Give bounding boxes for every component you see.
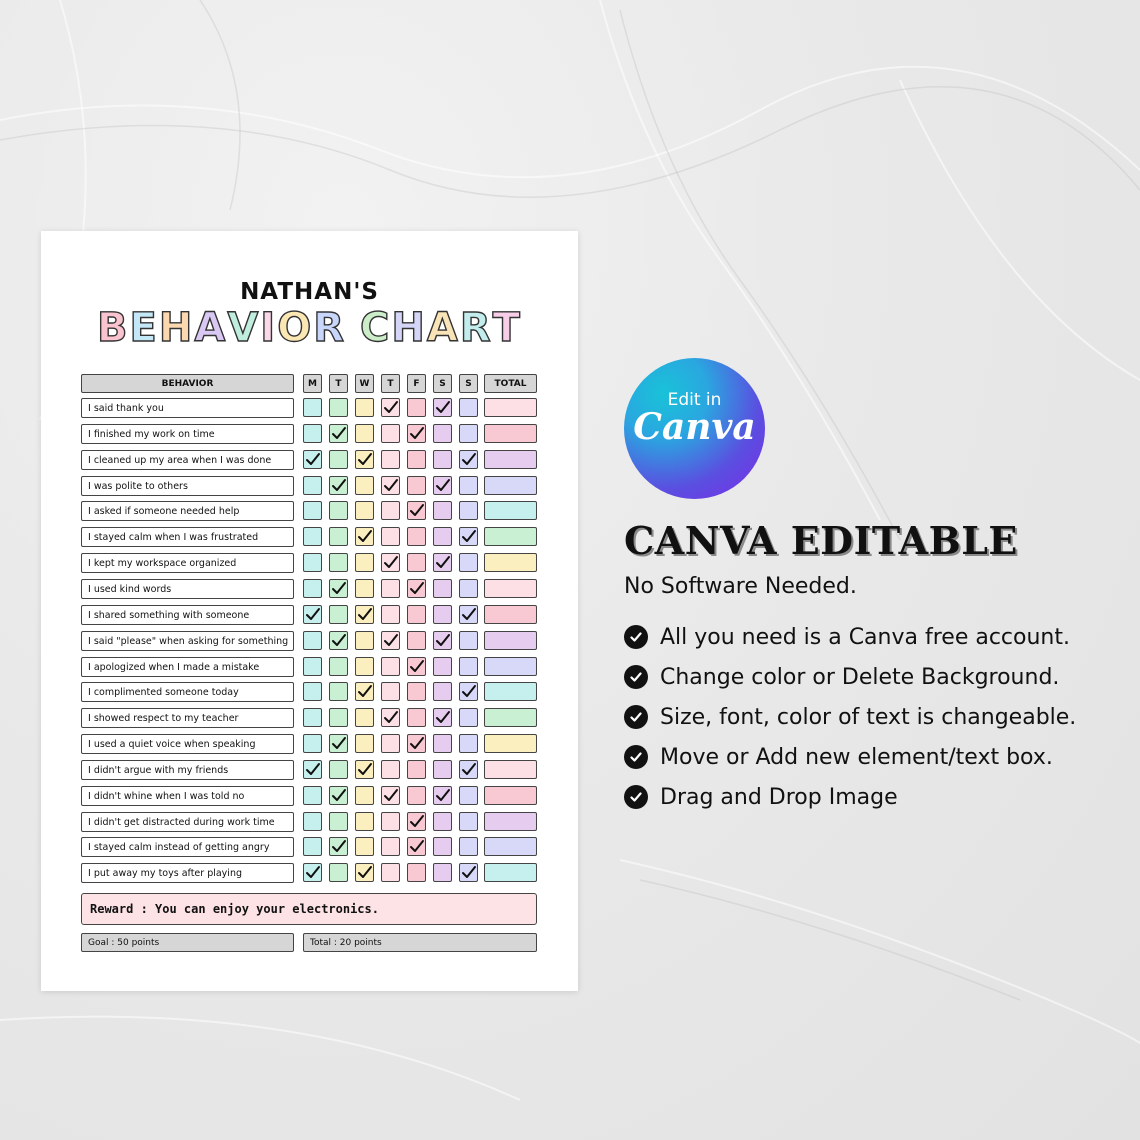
feature-text: Move or Add new element/text box. bbox=[660, 744, 1053, 770]
day-checkbox[interactable] bbox=[381, 398, 400, 417]
day-checkbox[interactable] bbox=[329, 863, 348, 882]
day-checkbox[interactable] bbox=[459, 786, 478, 805]
day-column-header: F bbox=[407, 374, 426, 393]
day-checkbox[interactable] bbox=[433, 631, 452, 650]
day-checkbox[interactable] bbox=[459, 812, 478, 831]
day-checkbox[interactable] bbox=[355, 501, 374, 520]
day-checkbox[interactable] bbox=[433, 398, 452, 417]
day-checkbox[interactable] bbox=[433, 579, 452, 598]
row-total-cell[interactable] bbox=[484, 837, 537, 856]
behavior-row-label[interactable]: I asked if someone needed help bbox=[81, 501, 294, 521]
checkmark-icon bbox=[357, 761, 373, 778]
row-total-cell[interactable] bbox=[484, 424, 537, 443]
day-checkbox[interactable] bbox=[381, 450, 400, 469]
day-checkbox[interactable] bbox=[433, 450, 452, 469]
behavior-row-label[interactable]: I used kind words bbox=[81, 579, 294, 599]
row-total-cell[interactable] bbox=[484, 786, 537, 805]
day-checkbox[interactable] bbox=[329, 476, 348, 495]
day-checkbox[interactable] bbox=[433, 786, 452, 805]
chart-title-letter: C bbox=[360, 305, 392, 351]
checkmark-icon bbox=[331, 632, 347, 649]
checkmark-icon bbox=[435, 709, 451, 726]
day-checkbox[interactable] bbox=[459, 760, 478, 779]
day-checkbox[interactable] bbox=[355, 760, 374, 779]
check-circle-icon bbox=[624, 745, 648, 769]
canva-logo-text: Canva bbox=[633, 406, 756, 448]
day-checkbox[interactable] bbox=[459, 863, 478, 882]
day-checkbox[interactable] bbox=[459, 734, 478, 753]
row-total-cell[interactable] bbox=[484, 553, 537, 572]
check-circle-icon bbox=[624, 785, 648, 809]
day-checkbox[interactable] bbox=[407, 476, 426, 495]
day-checkbox[interactable] bbox=[381, 501, 400, 520]
behavior-row-label[interactable]: I didn't argue with my friends bbox=[81, 760, 294, 780]
day-checkbox[interactable] bbox=[355, 553, 374, 572]
day-checkbox[interactable] bbox=[407, 605, 426, 624]
day-checkbox[interactable] bbox=[433, 657, 452, 676]
day-checkbox[interactable] bbox=[303, 631, 322, 650]
day-checkbox[interactable] bbox=[459, 398, 478, 417]
badge-edit-label: Edit in bbox=[667, 390, 722, 410]
day-checkbox[interactable] bbox=[329, 837, 348, 856]
behavior-chart-sheet bbox=[41, 231, 578, 991]
behavior-row-label[interactable]: I said "please" when asking for something bbox=[81, 631, 294, 651]
day-checkbox[interactable] bbox=[381, 682, 400, 701]
day-checkbox[interactable] bbox=[329, 424, 348, 443]
checkmark-icon bbox=[409, 838, 425, 855]
checkmark-icon bbox=[305, 761, 321, 778]
row-total-cell[interactable] bbox=[484, 450, 537, 469]
behavior-row-label[interactable]: I didn't get distracted during work time bbox=[81, 812, 294, 832]
day-checkbox[interactable] bbox=[303, 863, 322, 882]
day-checkbox[interactable] bbox=[303, 682, 322, 701]
behavior-row-label[interactable]: I apologized when I made a mistake bbox=[81, 657, 294, 677]
day-checkbox[interactable] bbox=[329, 605, 348, 624]
day-checkbox[interactable] bbox=[355, 527, 374, 546]
day-checkbox[interactable] bbox=[407, 553, 426, 572]
day-checkbox[interactable] bbox=[303, 734, 322, 753]
day-column-header: S bbox=[433, 374, 452, 393]
day-checkbox[interactable] bbox=[407, 450, 426, 469]
checkmark-icon bbox=[461, 761, 477, 778]
day-checkbox[interactable] bbox=[381, 579, 400, 598]
chart-title-letter: H bbox=[391, 305, 427, 351]
checkmark-icon bbox=[409, 658, 425, 675]
checkmark-icon bbox=[357, 864, 373, 881]
day-checkbox[interactable] bbox=[433, 476, 452, 495]
promo-heading: CANVA EDITABLE bbox=[624, 518, 1018, 563]
day-checkbox[interactable] bbox=[303, 450, 322, 469]
day-checkbox[interactable] bbox=[433, 734, 452, 753]
checkmark-icon bbox=[461, 528, 477, 545]
day-checkbox[interactable] bbox=[303, 812, 322, 831]
checkmark-icon bbox=[357, 683, 373, 700]
day-checkbox[interactable] bbox=[329, 398, 348, 417]
checkmark-icon bbox=[435, 477, 451, 494]
day-checkbox[interactable] bbox=[459, 501, 478, 520]
day-checkbox[interactable] bbox=[433, 682, 452, 701]
day-checkbox[interactable] bbox=[433, 863, 452, 882]
day-checkbox[interactable] bbox=[407, 424, 426, 443]
day-checkbox[interactable] bbox=[355, 605, 374, 624]
day-checkbox[interactable] bbox=[433, 760, 452, 779]
day-checkbox[interactable] bbox=[329, 631, 348, 650]
day-checkbox[interactable] bbox=[459, 657, 478, 676]
day-checkbox[interactable] bbox=[381, 760, 400, 779]
day-checkbox[interactable] bbox=[329, 682, 348, 701]
day-checkbox[interactable] bbox=[329, 579, 348, 598]
check-circle-icon bbox=[624, 705, 648, 729]
checkmark-icon bbox=[305, 451, 321, 468]
checkmark-icon bbox=[461, 683, 477, 700]
checkmark-icon bbox=[305, 606, 321, 623]
behavior-row-label[interactable]: I complimented someone today bbox=[81, 682, 294, 702]
checkmark-icon bbox=[409, 735, 425, 752]
chart-title-letter: B bbox=[97, 305, 130, 351]
checkmark-icon bbox=[461, 606, 477, 623]
row-total-cell[interactable] bbox=[484, 476, 537, 495]
day-checkbox[interactable] bbox=[381, 553, 400, 572]
chart-title-letter: R bbox=[459, 305, 493, 351]
day-column-header: T bbox=[329, 374, 348, 393]
checkmark-icon bbox=[409, 502, 425, 519]
day-checkbox[interactable] bbox=[459, 424, 478, 443]
checkmark-icon bbox=[383, 399, 399, 416]
day-checkbox[interactable] bbox=[381, 863, 400, 882]
checkmark-icon bbox=[331, 425, 347, 442]
feature-text: Drag and Drop Image bbox=[660, 784, 898, 810]
checkmark-icon bbox=[357, 451, 373, 468]
day-checkbox[interactable] bbox=[303, 527, 322, 546]
day-checkbox[interactable] bbox=[407, 786, 426, 805]
checkmark-icon bbox=[383, 632, 399, 649]
day-checkbox[interactable] bbox=[329, 527, 348, 546]
day-checkbox[interactable] bbox=[329, 501, 348, 520]
day-checkbox[interactable] bbox=[303, 657, 322, 676]
checkmark-icon bbox=[383, 477, 399, 494]
day-checkbox[interactable] bbox=[303, 553, 322, 572]
behavior-row-label[interactable]: I shared something with someone bbox=[81, 605, 294, 625]
checkmark-icon bbox=[461, 864, 477, 881]
day-checkbox[interactable] bbox=[433, 527, 452, 546]
day-checkbox[interactable] bbox=[407, 837, 426, 856]
day-checkbox[interactable] bbox=[355, 579, 374, 598]
day-checkbox[interactable] bbox=[329, 786, 348, 805]
day-checkbox[interactable] bbox=[381, 708, 400, 727]
day-checkbox[interactable] bbox=[433, 605, 452, 624]
day-column-header: T bbox=[381, 374, 400, 393]
behavior-row-label[interactable]: I said thank you bbox=[81, 398, 294, 418]
row-total-cell[interactable] bbox=[484, 734, 537, 753]
behavior-row-label[interactable]: I showed respect to my teacher bbox=[81, 708, 294, 728]
chart-title-letter: A bbox=[426, 305, 460, 351]
day-checkbox[interactable] bbox=[303, 786, 322, 805]
checkmark-icon bbox=[461, 451, 477, 468]
day-checkbox[interactable] bbox=[355, 398, 374, 417]
behavior-row-label[interactable]: I stayed calm when I was frustrated bbox=[81, 527, 294, 547]
day-checkbox[interactable] bbox=[303, 760, 322, 779]
day-checkbox[interactable] bbox=[329, 734, 348, 753]
day-checkbox[interactable] bbox=[329, 657, 348, 676]
checkmark-icon bbox=[435, 787, 451, 804]
checkmark-icon bbox=[331, 787, 347, 804]
day-checkbox[interactable] bbox=[329, 760, 348, 779]
day-checkbox[interactable] bbox=[303, 398, 322, 417]
row-total-cell[interactable] bbox=[484, 398, 537, 417]
day-checkbox[interactable] bbox=[303, 708, 322, 727]
day-checkbox[interactable] bbox=[303, 424, 322, 443]
day-checkbox[interactable] bbox=[459, 708, 478, 727]
day-checkbox[interactable] bbox=[433, 553, 452, 572]
day-checkbox[interactable] bbox=[355, 657, 374, 676]
behavior-row-label[interactable]: I used a quiet voice when speaking bbox=[81, 734, 294, 754]
day-checkbox[interactable] bbox=[381, 837, 400, 856]
row-total-cell[interactable] bbox=[484, 579, 537, 598]
row-total-cell[interactable] bbox=[484, 501, 537, 520]
day-checkbox[interactable] bbox=[407, 812, 426, 831]
day-checkbox[interactable] bbox=[433, 501, 452, 520]
day-checkbox[interactable] bbox=[329, 450, 348, 469]
total-column-header: TOTAL bbox=[484, 374, 537, 393]
row-total-cell[interactable] bbox=[484, 631, 537, 650]
day-checkbox[interactable] bbox=[459, 631, 478, 650]
behavior-row-label[interactable]: I kept my workspace organized bbox=[81, 553, 294, 573]
chart-title-letter: I bbox=[260, 305, 278, 351]
chart-title-letter: A bbox=[194, 305, 228, 351]
day-checkbox[interactable] bbox=[303, 579, 322, 598]
day-checkbox[interactable] bbox=[381, 812, 400, 831]
day-checkbox[interactable] bbox=[407, 631, 426, 650]
row-total-cell[interactable] bbox=[484, 605, 537, 624]
chart-title-letter: R bbox=[313, 305, 347, 351]
checkmark-icon bbox=[409, 580, 425, 597]
check-circle-icon bbox=[624, 625, 648, 649]
checkmark-icon bbox=[331, 580, 347, 597]
day-checkbox[interactable] bbox=[459, 450, 478, 469]
row-total-cell[interactable] bbox=[484, 708, 537, 727]
chart-title-letter: O bbox=[277, 305, 314, 351]
day-checkbox[interactable] bbox=[459, 579, 478, 598]
day-checkbox[interactable] bbox=[381, 476, 400, 495]
checkmark-icon bbox=[435, 554, 451, 571]
checkmark-icon bbox=[383, 554, 399, 571]
day-checkbox[interactable] bbox=[355, 863, 374, 882]
day-checkbox[interactable] bbox=[407, 708, 426, 727]
day-checkbox[interactable] bbox=[459, 527, 478, 546]
chart-title-letter: E bbox=[129, 305, 159, 351]
day-checkbox[interactable] bbox=[433, 424, 452, 443]
feature-item bbox=[624, 662, 1059, 692]
day-checkbox[interactable] bbox=[459, 682, 478, 701]
day-checkbox[interactable] bbox=[459, 476, 478, 495]
feature-text: Change color or Delete Background. bbox=[660, 664, 1060, 690]
day-checkbox[interactable] bbox=[407, 760, 426, 779]
feature-item bbox=[624, 782, 898, 812]
promo-subheading: No Software Needed. bbox=[624, 574, 857, 599]
checkmark-icon bbox=[331, 735, 347, 752]
day-checkbox[interactable] bbox=[407, 734, 426, 753]
day-checkbox[interactable] bbox=[355, 837, 374, 856]
feature-item bbox=[624, 702, 1076, 732]
row-total-cell[interactable] bbox=[484, 657, 537, 676]
checkmark-icon bbox=[383, 787, 399, 804]
day-checkbox[interactable] bbox=[355, 631, 374, 650]
chart-owner-name: NATHAN'S bbox=[240, 279, 379, 305]
behavior-row-label[interactable]: I cleaned up my area when I was done bbox=[81, 450, 294, 470]
checkmark-icon bbox=[435, 399, 451, 416]
feature-item bbox=[624, 622, 1070, 652]
behavior-row-label[interactable]: I finished my work on time bbox=[81, 424, 294, 444]
day-checkbox[interactable] bbox=[407, 863, 426, 882]
day-checkbox[interactable] bbox=[407, 579, 426, 598]
behavior-row-label[interactable]: I didn't whine when I was told no bbox=[81, 786, 294, 806]
row-total-cell[interactable] bbox=[484, 527, 537, 546]
day-checkbox[interactable] bbox=[407, 501, 426, 520]
row-total-cell[interactable] bbox=[484, 812, 537, 831]
chart-title bbox=[41, 305, 578, 351]
day-checkbox[interactable] bbox=[381, 657, 400, 676]
behavior-row-label[interactable]: I stayed calm instead of getting angry bbox=[81, 837, 294, 857]
checkmark-icon bbox=[357, 528, 373, 545]
checkmark-icon bbox=[357, 606, 373, 623]
behavior-row-label[interactable]: I put away my toys after playing bbox=[81, 863, 294, 883]
day-checkbox[interactable] bbox=[433, 708, 452, 727]
day-checkbox[interactable] bbox=[433, 812, 452, 831]
day-checkbox[interactable] bbox=[355, 450, 374, 469]
day-checkbox[interactable] bbox=[381, 424, 400, 443]
day-checkbox[interactable] bbox=[459, 837, 478, 856]
checkmark-icon bbox=[409, 425, 425, 442]
behavior-column-header: BEHAVIOR bbox=[81, 374, 294, 393]
chart-title-letter: T bbox=[492, 305, 522, 351]
reward-banner: Reward : You can enjoy your electronics. bbox=[81, 893, 537, 925]
chart-title-letter: V bbox=[227, 305, 261, 351]
day-checkbox[interactable] bbox=[303, 476, 322, 495]
day-checkbox[interactable] bbox=[355, 424, 374, 443]
checkmark-icon bbox=[383, 709, 399, 726]
checkmark-icon bbox=[331, 838, 347, 855]
edit-in-canva-badge[interactable] bbox=[624, 358, 765, 499]
behavior-row-label[interactable]: I was polite to others bbox=[81, 476, 294, 496]
day-checkbox[interactable] bbox=[355, 682, 374, 701]
day-checkbox[interactable] bbox=[303, 837, 322, 856]
checkmark-icon bbox=[305, 864, 321, 881]
checkmark-icon bbox=[331, 477, 347, 494]
day-checkbox[interactable] bbox=[407, 398, 426, 417]
total-points-box: Total : 20 points bbox=[303, 933, 537, 952]
feature-text: All you need is a Canva free account. bbox=[660, 624, 1070, 650]
checkmark-icon bbox=[435, 632, 451, 649]
day-checkbox[interactable] bbox=[459, 553, 478, 572]
day-column-header: M bbox=[303, 374, 322, 393]
day-column-header: W bbox=[355, 374, 374, 393]
day-checkbox[interactable] bbox=[303, 501, 322, 520]
day-checkbox[interactable] bbox=[355, 812, 374, 831]
day-checkbox[interactable] bbox=[355, 786, 374, 805]
row-total-cell[interactable] bbox=[484, 863, 537, 882]
day-checkbox[interactable] bbox=[407, 682, 426, 701]
day-checkbox[interactable] bbox=[381, 527, 400, 546]
row-total-cell[interactable] bbox=[484, 760, 537, 779]
day-checkbox[interactable] bbox=[459, 605, 478, 624]
checkmark-icon bbox=[409, 813, 425, 830]
chart-title-letter: H bbox=[158, 305, 195, 351]
feature-text: Size, font, color of text is changeable. bbox=[660, 704, 1077, 730]
day-checkbox[interactable] bbox=[407, 657, 426, 676]
day-checkbox[interactable] bbox=[355, 708, 374, 727]
day-column-header: S bbox=[459, 374, 478, 393]
check-circle-icon bbox=[624, 665, 648, 689]
day-checkbox[interactable] bbox=[381, 631, 400, 650]
day-checkbox[interactable] bbox=[329, 812, 348, 831]
day-checkbox[interactable] bbox=[355, 476, 374, 495]
day-checkbox[interactable] bbox=[303, 605, 322, 624]
day-checkbox[interactable] bbox=[381, 605, 400, 624]
day-checkbox[interactable] bbox=[433, 837, 452, 856]
day-checkbox[interactable] bbox=[329, 708, 348, 727]
day-checkbox[interactable] bbox=[329, 553, 348, 572]
day-checkbox[interactable] bbox=[381, 734, 400, 753]
day-checkbox[interactable] bbox=[381, 786, 400, 805]
row-total-cell[interactable] bbox=[484, 682, 537, 701]
day-checkbox[interactable] bbox=[407, 527, 426, 546]
feature-item bbox=[624, 742, 1053, 772]
day-checkbox[interactable] bbox=[355, 734, 374, 753]
goal-box: Goal : 50 points bbox=[81, 933, 294, 952]
